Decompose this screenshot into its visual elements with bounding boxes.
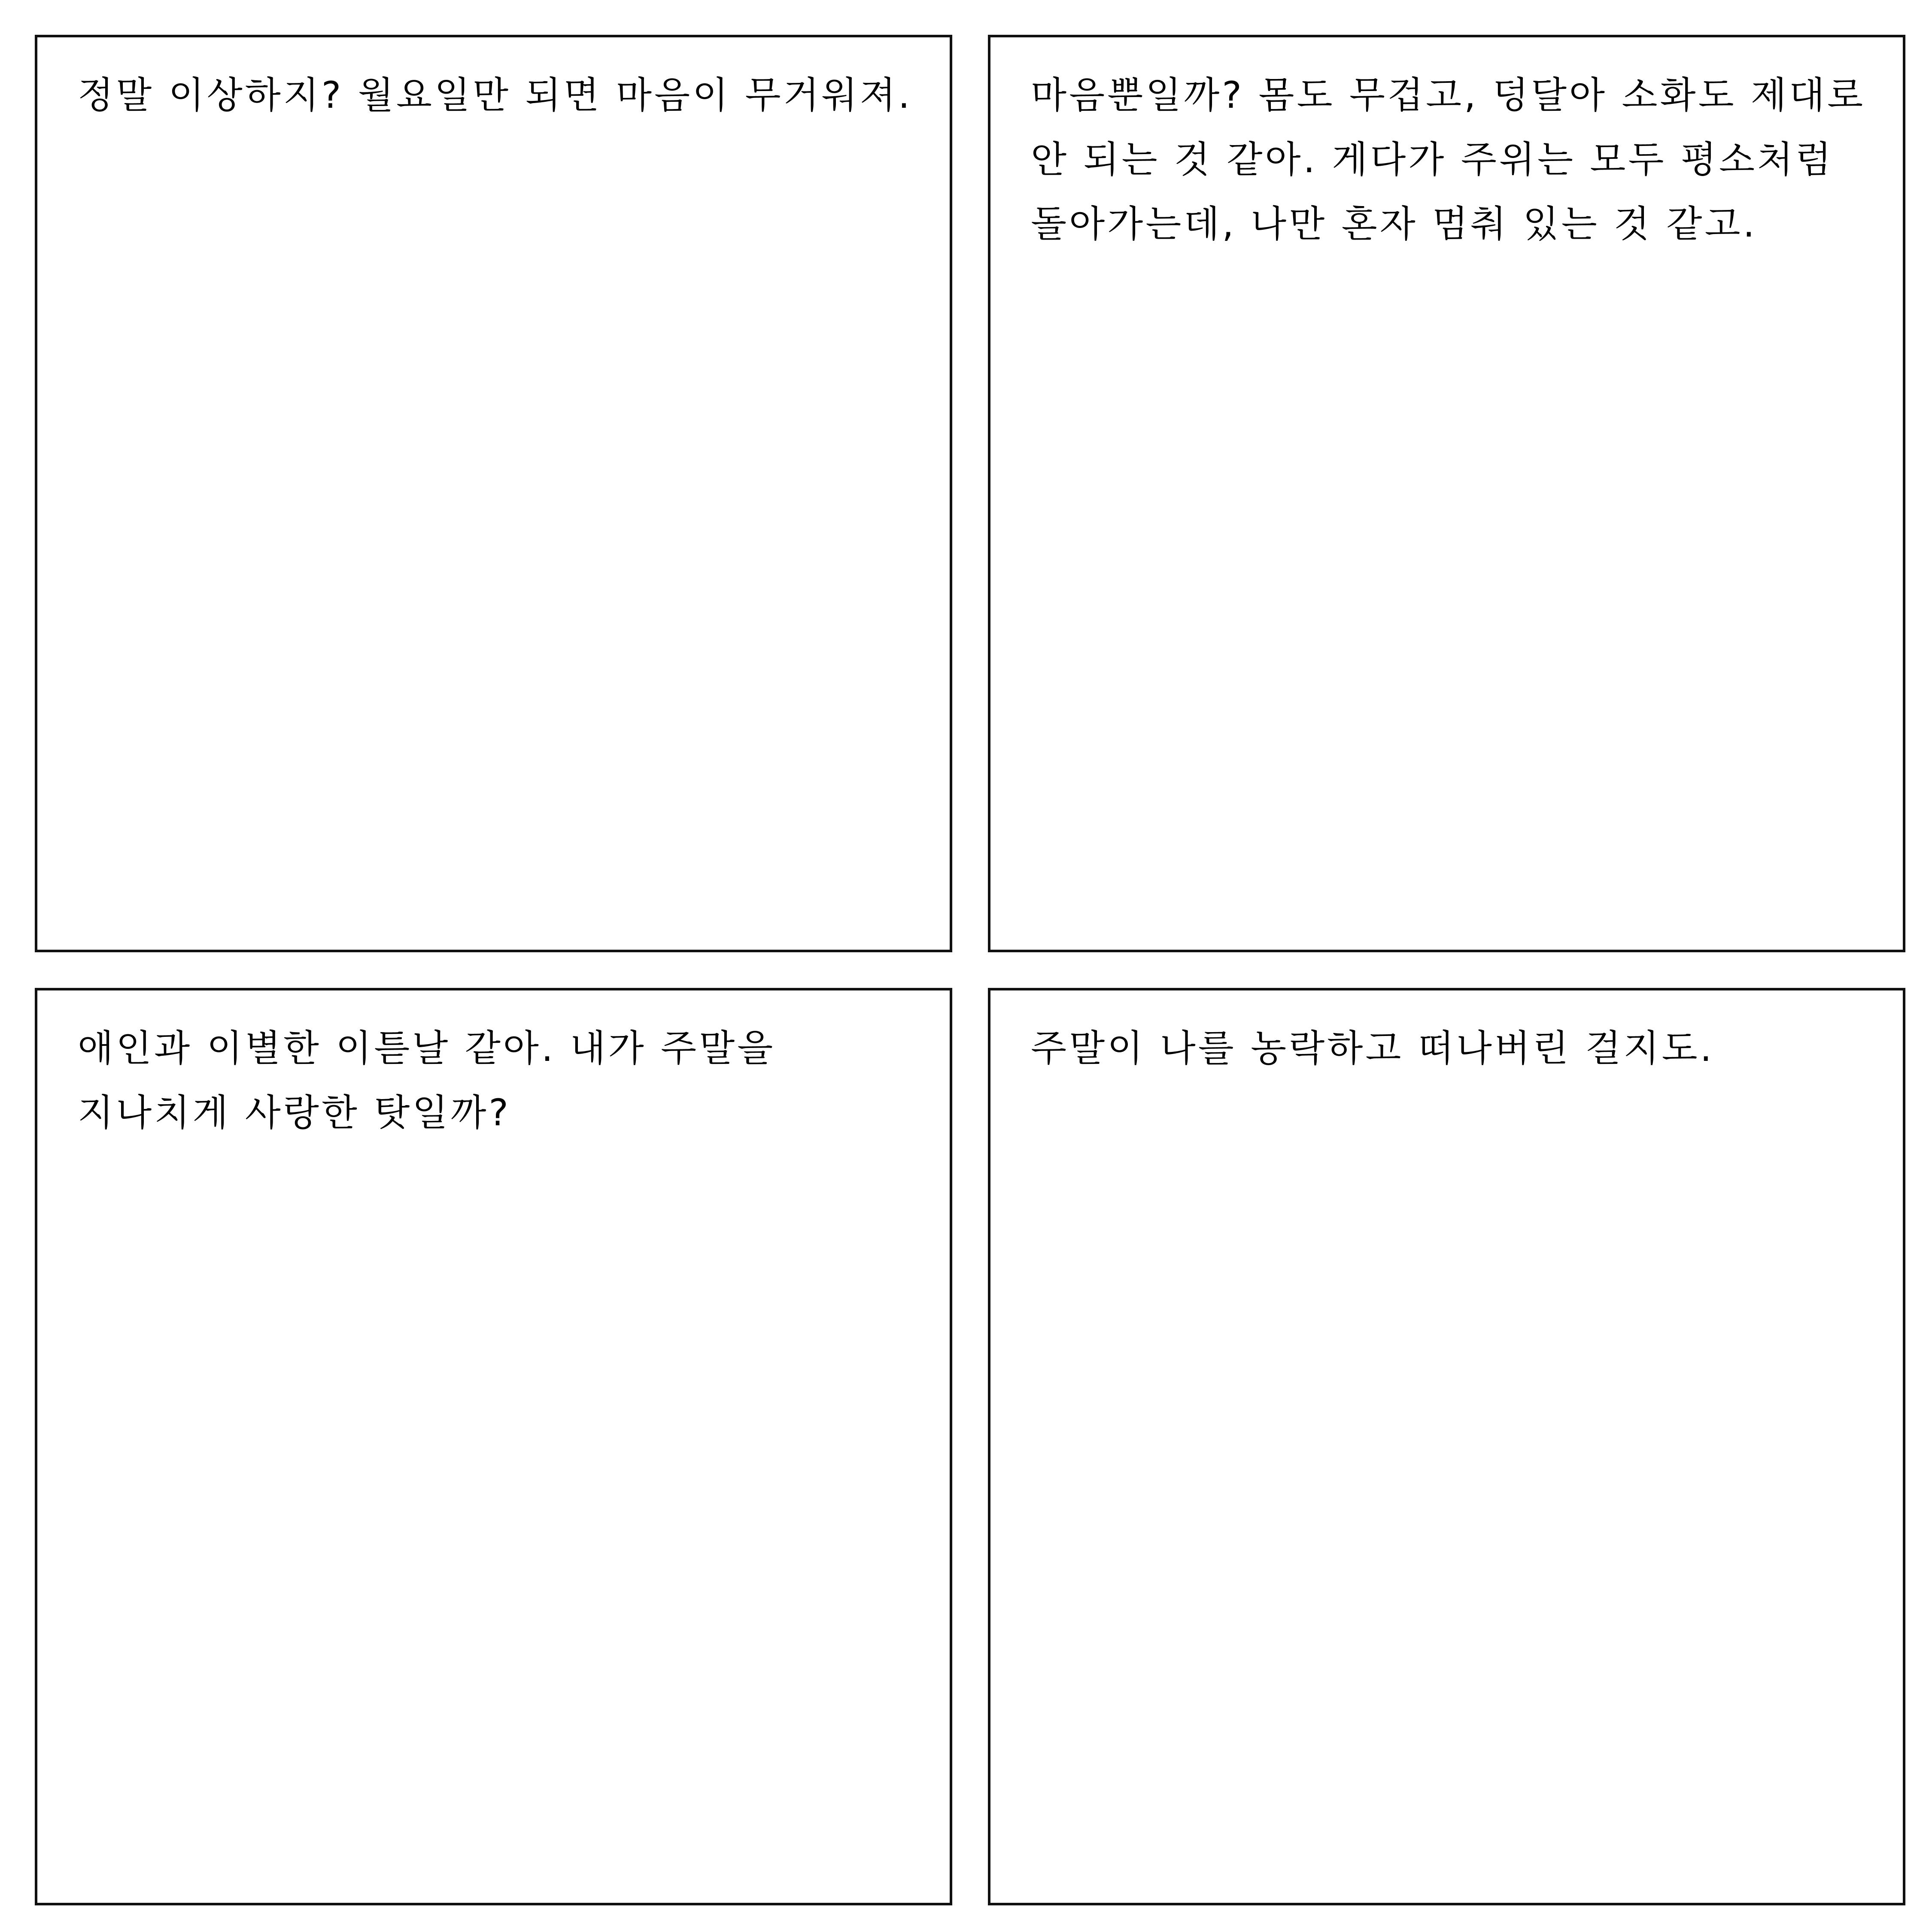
comic-panel-2 [988, 35, 1905, 952]
panel-4-caption: 주말이 나를 농락하고 떠나버린 걸지도. [1031, 1027, 1714, 1070]
comic-panel-1 [35, 35, 952, 952]
comic-panel-4 [988, 988, 1905, 1905]
panel-3-caption: 애인과 이별한 이튿날 같아. 내가 주말을 지나치게 사랑한 탓일까? [78, 1027, 776, 1134]
panel-1-caption: 정말 이상하지? 월요일만 되면 마음이 무거워져. [78, 74, 913, 117]
panel-2-caption: 마음뿐일까? 몸도 무겁고, 덩달아 소화도 제대로 안 되는 것 같아. 게다가 주위는 모두 평소처럼 돌아가는데, 나만 혼자 멈춰 있는 것 같고. [1031, 74, 1866, 246]
comic-panel-3 [35, 988, 952, 1905]
